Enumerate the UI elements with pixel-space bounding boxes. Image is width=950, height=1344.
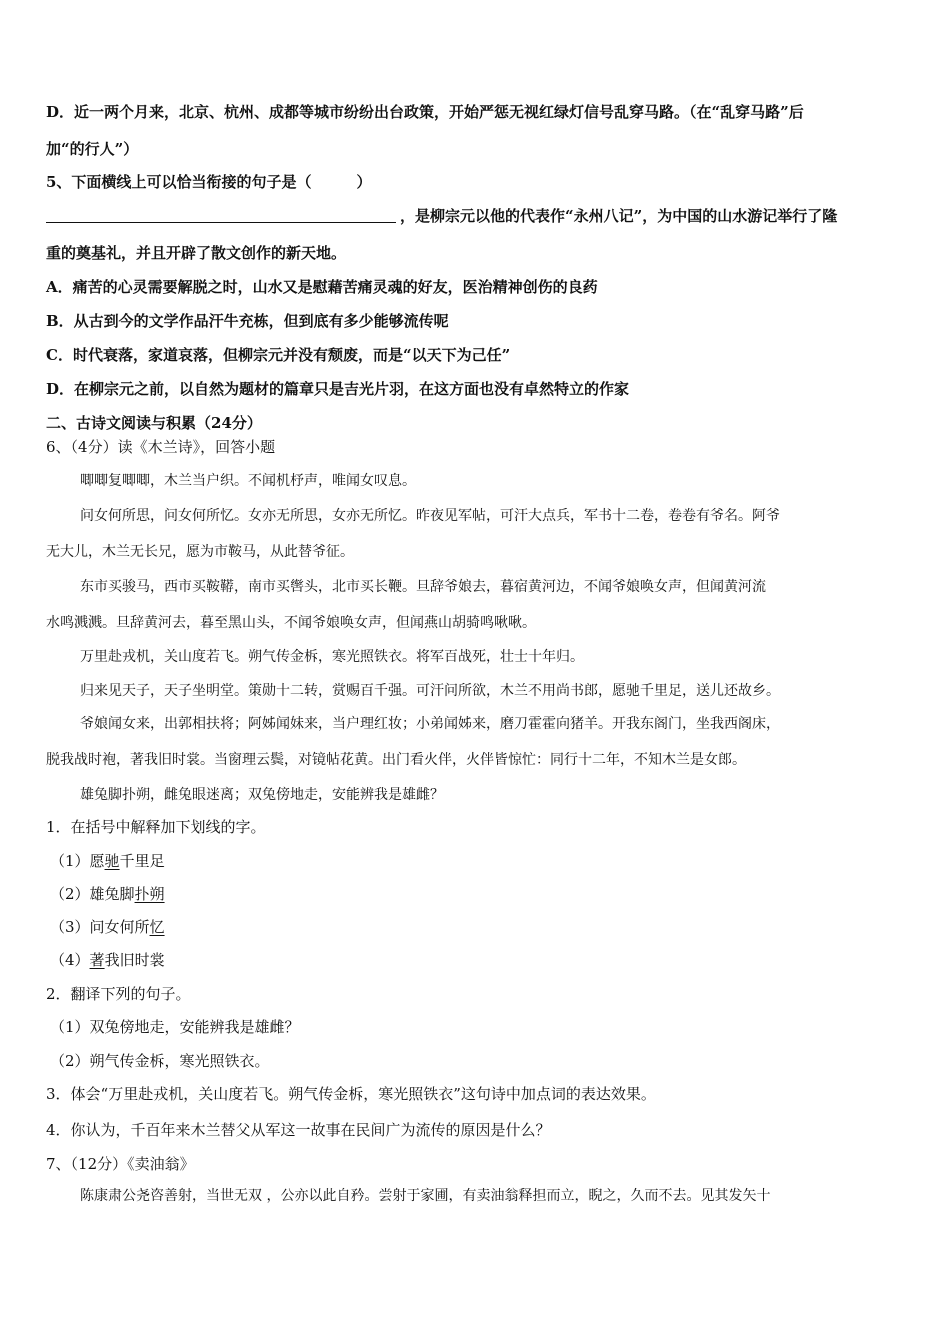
q6-stem: 6、（4分）读《木兰诗》，回答小题 xyxy=(46,438,276,456)
q5-line2: 重的奠基礼，并且开辟了散文创作的新天地。 xyxy=(46,244,347,262)
q6-sub3: 3．体会“万里赴戎机，关山度若飞。朔气传金柝，寒光照铁衣”这句诗中加点词的表达效果。 xyxy=(46,1085,656,1103)
q5-option-c: C．时代衰落，家道哀落，但柳宗元并没有颓废，而是“以天下为己任” xyxy=(46,346,511,364)
q6-sub2: 2．翻译下列的句子。 xyxy=(46,985,191,1003)
poem-line: 脱我战时袍，著我旧时裳。当窗理云鬓，对镜帖花黄。出门看火伴，火伴皆惊忙：同行十二年，不知木兰是女郎。 xyxy=(46,752,746,768)
q5-option-d: D．在柳宗元之前，以自然为题材的篇章只是吉光片羽，在这方面也没有卓然特立的作家 xyxy=(46,380,630,398)
q6-sub1: 1．在括号中解释加下划线的字。 xyxy=(46,818,266,836)
poem-line: 雄兔脚扑朔，雌兔眼迷离；双兔傍地走，安能辨我是雄雌？ xyxy=(80,787,444,803)
q5-option-b: B．从古到今的文学作品汗牛充栋，但到底有多少能够流传呢 xyxy=(46,312,449,330)
q7-text: 陈康肃公尧咨善射，当世无双 ，公亦以此自矜。尝射于家圃，有卖油翁释担而立，睨之，久而不去。见其发矢十 xyxy=(80,1188,771,1204)
q5-option-a: A．痛苦的心灵需要解脱之时，山水又是慰藉苦痛灵魂的好友，医治精神创伤的良药 xyxy=(46,278,598,296)
translate-item: （1）双兔傍地走，安能辨我是雄雌？ xyxy=(50,1018,300,1036)
q5-stem: 5、下面横线上可以恰当衔接的句子是（ ） xyxy=(46,173,372,191)
translate-item: （2）朔气传金柝，寒光照铁衣。 xyxy=(50,1052,270,1070)
section2-title: 二、古诗文阅读与积累（24分） xyxy=(46,414,262,432)
word-item: （1）愿驰千里足 xyxy=(50,852,165,870)
q5-line1-text: ，是柳宗元以他的代表作“永州八记”，为中国的山水游记举行了隆 xyxy=(400,207,838,225)
poem-line: 无大儿，木兰无长兄，愿为市鞍马，从此替爷征。 xyxy=(46,544,354,560)
poem-line: 万里赴戎机，关山度若飞。朔气传金柝，寒光照铁衣。将军百战死，壮士十年归。 xyxy=(80,649,584,665)
poem-line: 水鸣溅溅。旦辞黄河去，暮至黑山头，不闻爷娘唤女声，但闻燕山胡骑鸣啾啾。 xyxy=(46,615,536,631)
word-item: （2）雄兔脚扑朔 xyxy=(50,885,165,903)
q6-sub4: 4．你认为，千百年来木兰替父从军这一故事在民间广为流传的原因是什么？ xyxy=(46,1121,551,1139)
poem-line: 问女何所思，问女何所忆。女亦无所思，女亦无所忆。昨夜见军帖，可汗大点兵，军书十二卷，卷卷有爷名。阿爷 xyxy=(80,508,780,524)
poem-line: 归来见天子，天子坐明堂。策勋十二转，赏赐百千强。可汗问所欲，木兰不用尚书郎，愿驰千里足，送儿还故乡。 xyxy=(80,683,780,699)
q4-option-d-line1: D．近一两个月来，北京、杭州、成都等城市纷纷出台政策，开始严惩无视红绿灯信号乱穿马路。（在“乱穿马路”后 xyxy=(46,103,804,121)
poem-line: 爷娘闻女来，出郭相扶将；阿姊闻妹来，当户理红妆；小弟闻姊来，磨刀霍霍向猪羊。开我东阁门，坐我西阁床， xyxy=(80,716,780,732)
q5-blank-line xyxy=(46,206,837,226)
q4-option-d-line2: 加“的行人”） xyxy=(46,140,139,158)
word-item: （4）著我旧时裳 xyxy=(50,951,165,969)
poem-line: 唧唧复唧唧，木兰当户织。不闻机杼声，唯闻女叹息。 xyxy=(80,473,416,489)
q7-stem: 7、（12分）《卖油翁》 xyxy=(46,1155,195,1173)
poem-line: 东市买骏马，西市买鞍鞯，南市买辔头，北市买长鞭。旦辞爷娘去，暮宿黄河边，不闻爷娘唤女声，但闻黄河流 xyxy=(80,579,766,595)
word-item: （3）问女何所忆 xyxy=(50,918,165,936)
answer-blank xyxy=(46,208,396,223)
